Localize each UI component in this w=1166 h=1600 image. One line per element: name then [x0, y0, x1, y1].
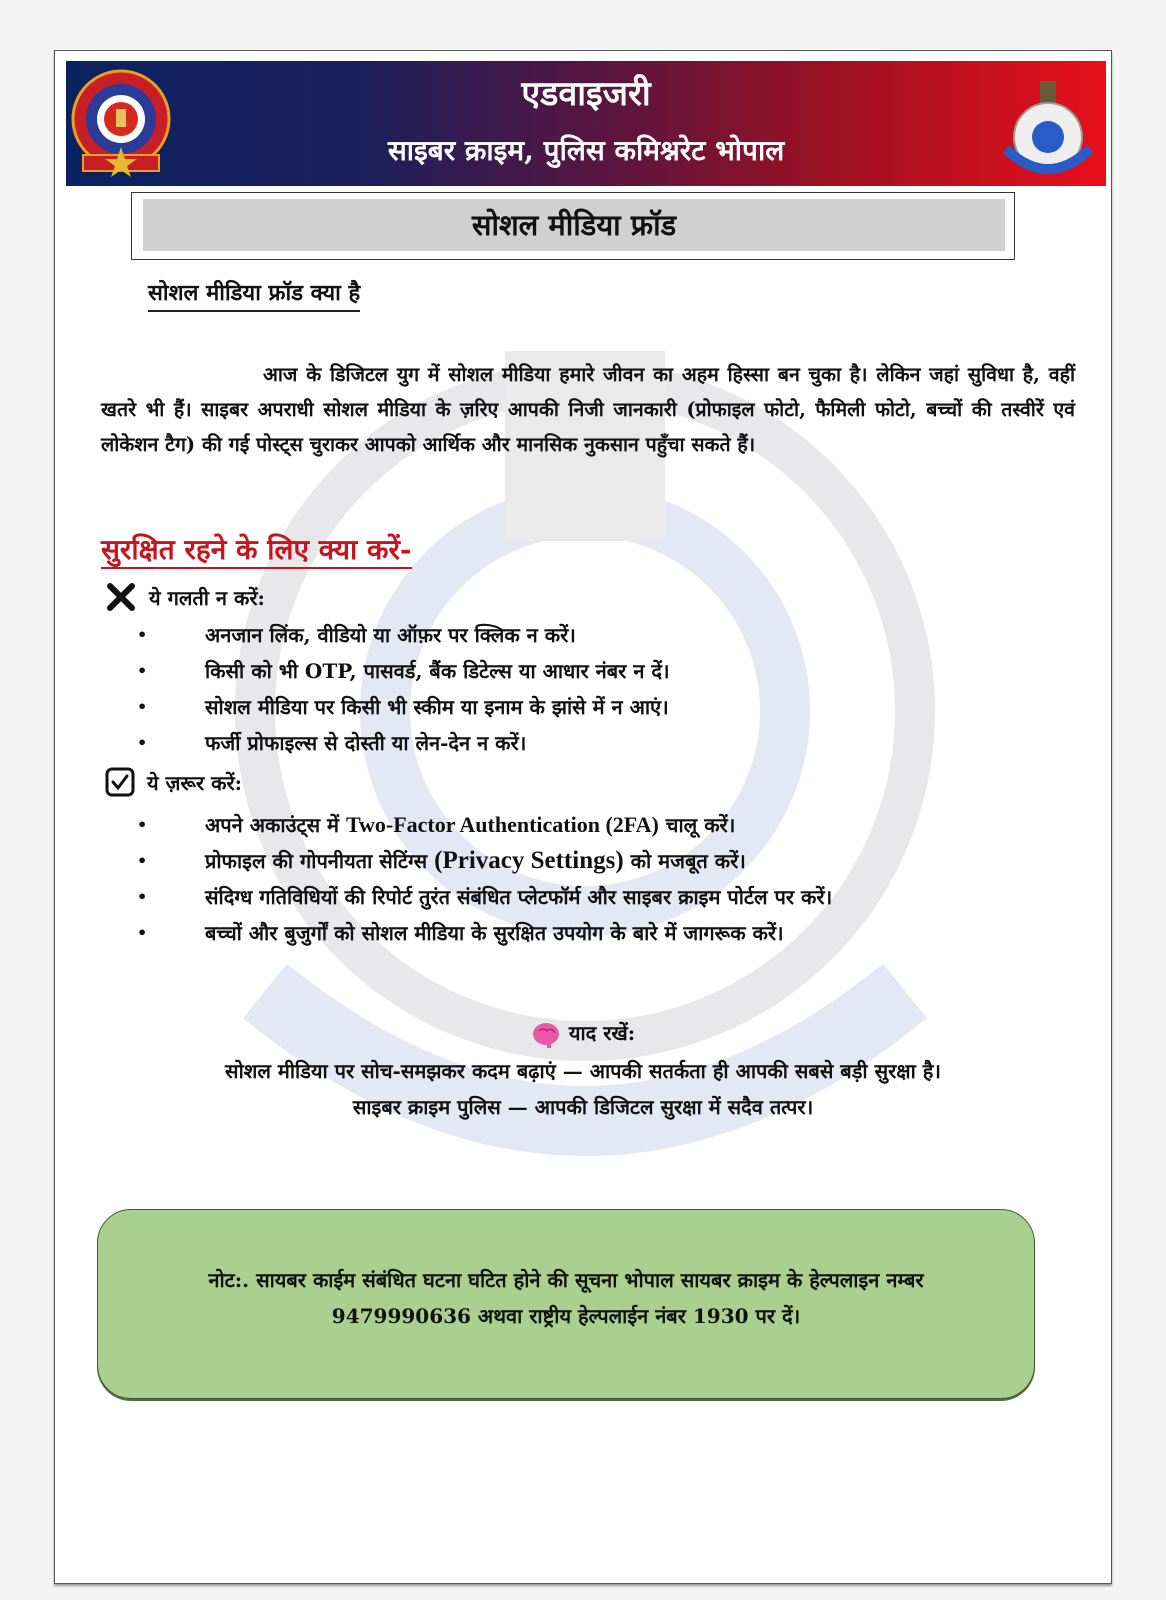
remember-line-2: साइबर क्राइम पुलिस — आपकी डिजिटल सुरक्षा में सदैव तत्पर। [352, 1095, 814, 1119]
note-line-1: नोट:. सायबर काईम संबंधित घटना घटित होने की सूचना भोपाल सायबर क्राइम के हेल्पलाइन नम्बर [208, 1268, 924, 1292]
intro-text: आज के डिजिटल युग में सोशल मीडिया हमारे जीवन का अहम हिस्सा बन चुका है। लेकिन जहां सुविधा है, वहीं खतरे भी हैं। साइबर अपराधी सोशल मीडिया के ज़रिए आपकी निजी जानकारी (प्रोफाइल फोटो, फैमिली फोटो, बच्चों की तस्वीरें एवं लोकेशन टैग) की गई पोस्ट्स चुराकर आपको आर्थिक और मानसिक नुकसान पहुँचा सकते हैं। [101, 363, 1075, 456]
list-item: • अनजान लिंक, वीडियो या ऑफ़र पर क्लिक न करें। [101, 617, 670, 653]
donts-heading [105, 581, 265, 613]
remember-line-1: सोशल मीडिया पर सोच-समझकर कदम बढ़ाएं — आपकी सतर्कता ही आपकी सबसे बड़ी सुरक्षा है। [225, 1059, 941, 1083]
list-item: • किसी को भी OTP, पासवर्ड, बैंक डिटेल्स या आधार नंबर न दें। [101, 653, 670, 689]
list-item: • प्रोफाइल की गोपनीयता सेटिंग्स (Privacy Settings) को मजबूत करें। [101, 843, 832, 879]
dos-heading [105, 767, 242, 797]
remember-label: याद रखें: [568, 1021, 636, 1045]
what-is-heading: सोशल मीडिया फ्रॉड क्या है [148, 277, 360, 312]
advisory-subtitle: साइबर क्राइम, पुलिस कमिश्नरेट भोपाल [387, 134, 785, 167]
checkbox-checked-icon [105, 767, 135, 797]
list-item: • फर्जी प्रोफाइल्स से दोस्ती या लेन-देन न करें। [101, 725, 670, 761]
advisory-title: एडवाइजरी [521, 74, 651, 114]
donts-list [101, 617, 670, 761]
safety-heading: सुरक्षित रहने के लिए क्या करें- [101, 533, 412, 569]
x-mark-icon [105, 581, 137, 613]
header-banner [66, 61, 1106, 186]
list-item: • अपने अकाउंट्स में Two-Factor Authentication (2FA) चालू करें। [101, 807, 832, 843]
list-item: • सोशल मीडिया पर किसी भी स्कीम या इनाम के झांसे में न आएं। [101, 689, 670, 725]
list-item: • बच्चों और बुजुर्गों को सोशल मीडिया के सुरक्षित उपयोग के बारे में जागरूक करें। [101, 915, 832, 951]
remember-heading [55, 1019, 1111, 1049]
dos-label: ये ज़रूर करें: [147, 770, 243, 795]
note-line-2: 9479990636 अथवा राष्ट्रीय हेल्पलाईन नंबर 1930 पर दें। [331, 1304, 801, 1328]
mp-police-logo-icon [1000, 79, 1096, 179]
helpline-note [98, 1262, 1034, 1334]
topic-title: सोशल मीडिया फ्रॉड [143, 199, 1005, 251]
dos-list [101, 807, 832, 951]
brain-icon [531, 1021, 561, 1049]
topic-title-box [131, 192, 1015, 260]
intro-paragraph [101, 357, 1075, 462]
helpline-note-box [97, 1209, 1035, 1399]
advisory-page [54, 50, 1112, 1584]
list-item: • संदिग्ध गतिविधियों की रिपोर्ट तुरंत संबंधित प्लेटफॉर्म और साइबर क्राइम पोर्टल पर करें। [101, 879, 832, 915]
donts-label: ये गलती न करें: [149, 585, 265, 610]
